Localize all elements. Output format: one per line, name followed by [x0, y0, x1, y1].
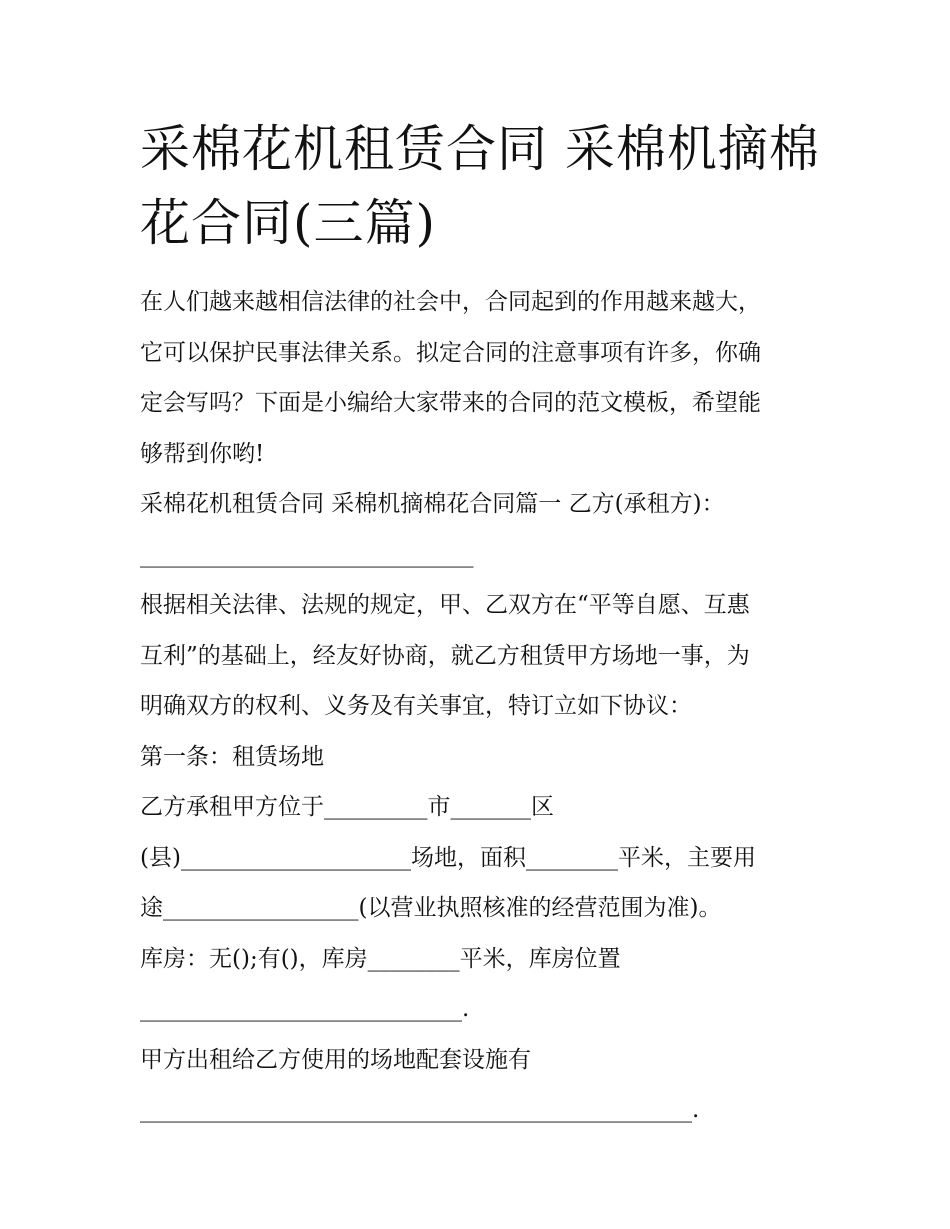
section-heading-line: 采棉花机租赁合同 采棉机摘棉花合同篇一 乙方(承租方)：: [140, 491, 725, 517]
paragraph-line: 明确双方的权利、义务及有关事宜，特订立如下协议：: [140, 693, 692, 719]
document-body: [140, 277, 820, 1136]
blank-fill-line: _____________________________: [140, 541, 474, 568]
document-page: [140, 112, 820, 1136]
title-line: 采棉花机租赁合同 采棉机摘棉: [140, 120, 820, 178]
intro-line: 够帮到你哟!: [140, 440, 265, 467]
paragraph-line: 根据相关法律、法规的规定，甲、乙双方在“平等自愿、互惠: [140, 592, 750, 618]
blank-fill-line: ________________________________________________.: [140, 1097, 700, 1123]
document-title: [140, 112, 820, 260]
blank-fill-line: ____________________________.: [140, 996, 470, 1022]
clause-line: 途_________________(以营业执照核准的经营范围为准)。: [140, 895, 722, 921]
clause-heading: 第一条：租赁场地: [140, 743, 324, 770]
intro-line: 定会写吗？下面是小编给大家带来的合同的范文模板，希望能: [140, 390, 761, 416]
clause-line: 乙方承租甲方位于_________市_______区: [140, 794, 554, 820]
title-line: 花合同(三篇): [140, 194, 437, 252]
clause-line: 甲方出租给乙方使用的场地配套设施有: [140, 1046, 531, 1073]
clause-line: 库房：无();有()，库房________平米，库房位置: [140, 945, 621, 972]
paragraph-line: 互利”的基础上，经友好协商，就乙方租赁甲方场地一事，为: [140, 642, 750, 669]
intro-line: 它可以保护民事法律关系。拟定合同的注意事项有许多，你确: [140, 339, 761, 366]
intro-line: 在人们越来越相信法律的社会中，合同起到的作用越来越大，: [140, 289, 761, 315]
clause-line: (县)____________________场地，面积________平米，主要用: [140, 844, 756, 871]
